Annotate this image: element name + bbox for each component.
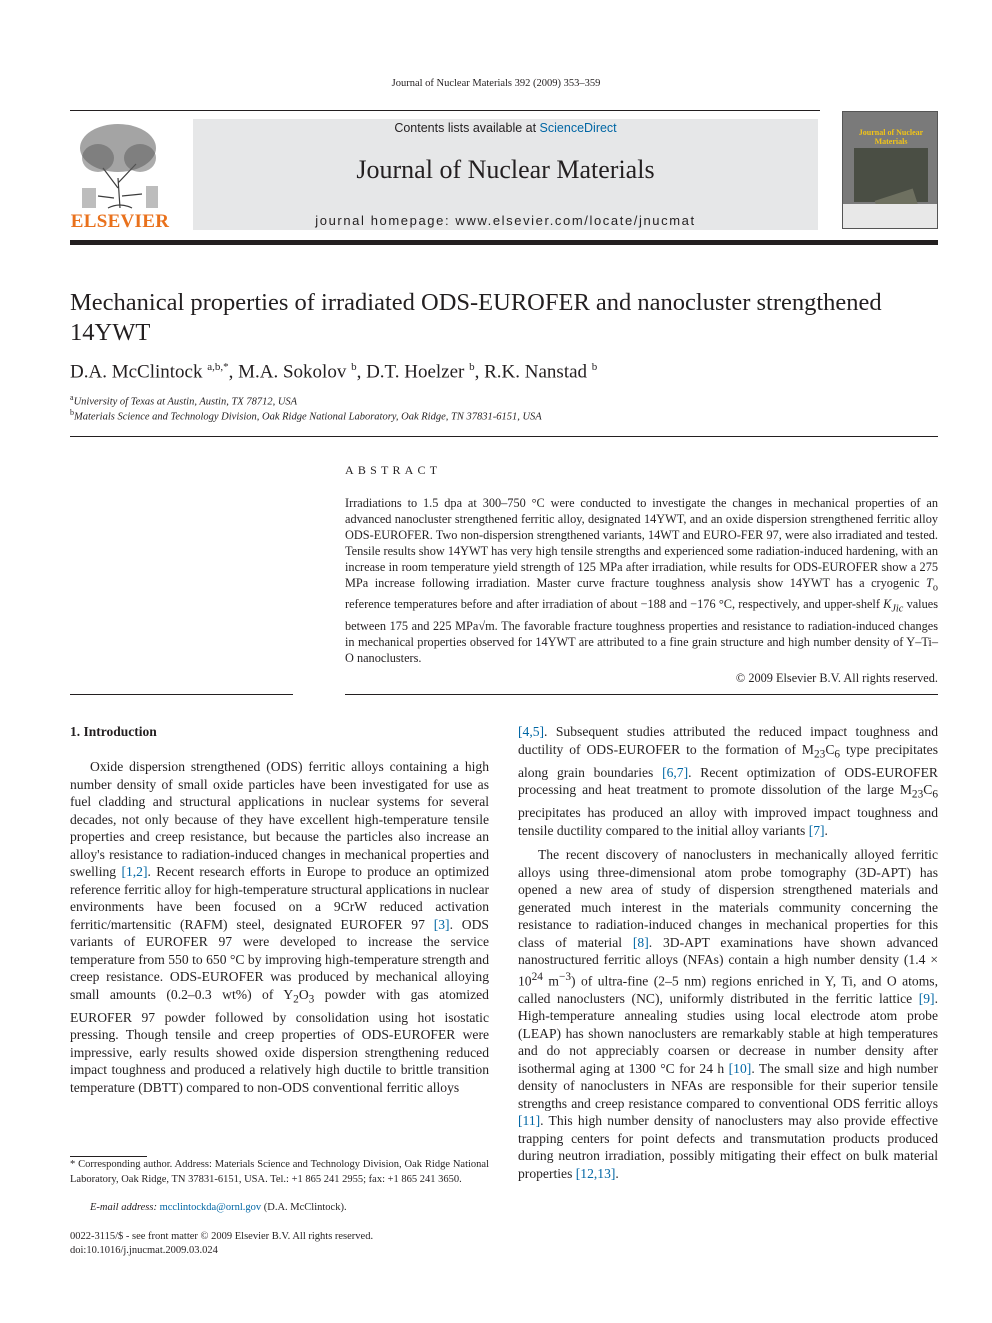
header-thick-rule	[70, 240, 938, 245]
paper-title: Mechanical properties of irradiated ODS-EUROFER and nanocluster strengthened 14YWT	[70, 289, 882, 346]
divider-left	[70, 694, 293, 695]
sciencedirect-link[interactable]: ScienceDirect	[539, 121, 617, 135]
contents-line	[193, 121, 818, 135]
body-column-left: Oxide dispersion strengthened (ODS) ferritic alloys containing a high number density of small oxide particles have been investigated for use as fuel cladding and structural applications in nuclear systems for several decades, not only because of they have excellent high-temperature tensile properties and creep resistance, but because the particles also increase an alloy's resistance to radiation-induced changes in mechanical properties and swelling [1,2]. Recent research efforts in Europe to produce an optimized reference ferritic alloy for high-temperature structural applications in nuclear environments have been focused on a 9CrW reduced activation ferritic/martensitic (RAFM) steel, designated EUROFER 97 [3]. ODS variants of EUROFER 97 were developed to increase the service temperature from 550 to 650 °C by improving high-temperature strength and creep resistance. ODS-EUROFER was produced by mechanical alloying small amounts (0.2–0.3 wt%) of $Y_2O_3$ powder with gas atomized EUROFER 97 powder followed by consolidation using hot isostatic pressing. Though tensile and creep properties of ODS-EUROFER were impressive, early results showed oxide dispersion strengthening reduced impact toughness and produced a relatively high ductile to brittle transition temperature (DBTT) compared to non-ODS conventional ferritic alloys	[70, 759, 489, 1095]
section-heading: 1. Introduction	[70, 724, 157, 739]
footnote-email: E-mail address: mcclintockda@ornl.gov (D.A. McClintock).	[90, 1202, 347, 1213]
author-affil-mark[interactable]: a,b,*	[207, 361, 229, 373]
author-name: M.A. Sokolov	[238, 361, 347, 383]
abstract-heading: ABSTRACT	[345, 463, 442, 477]
affiliation-b: $^b$Materials Science and Technology Division, Oak Ridge National Laboratory, Oak Ridge, TN 37831-6151, USA	[70, 408, 542, 423]
cover-image	[854, 148, 928, 202]
journal-cover-thumbnail	[842, 111, 938, 229]
journal-title: Journal of Nuclear Materials	[356, 155, 655, 184]
email-link[interactable]: mcclintockda@ornl.gov	[159, 1202, 262, 1213]
abstract-text: Irradiations to 1.5 dpa at 300–750 °C were conducted to investigate the changes in mechanical properties of an advanced nanocluster strengthened ferritic alloy, designated 14YWT, and an oxide dispersion strengthened ferritic alloy ODS-EUROFER. Two non-dispersion strengthened variants, 14WT and EURO-FER 97, were also irradiated and tested. Tensile results show 14YWT has very high tensile strengths and experienced some radiation-induced hardening, with an increase in room temperature yield strength of 125 MPa after irradiation, while results for ODS-EUROFER show a 275 MPa increase following irradiation. Master curve fracture toughness analysis show 14YWT has a cryogenic $T_o$ reference temperatures before and after irradiation of about −188 and −176 °C, respectively, and upper-shelf $K_{Jic}$ values between 175 and 225 MPa√m. The favorable fracture toughness properties and resistance to radiation-induced changes in mechanical properties observed for 14YWT are attributed to a fine grain structure and high number density of Y–Ti–O nanoclusters.	[345, 496, 938, 665]
author-affil-mark[interactable]: b	[469, 361, 475, 373]
issn-line: 0022-3115/$ - see front matter © 2009 Elsevier B.V. All rights reserved.	[70, 1231, 374, 1242]
cover-footer	[843, 204, 937, 228]
header-rule	[70, 110, 820, 111]
journal-citation: Journal of Nuclear Materials 392 (2009) 353–359	[391, 78, 601, 89]
footnote-rule	[70, 1156, 147, 1157]
author-affil-mark[interactable]: b	[351, 361, 357, 373]
cover-title: Journal of Nuclear Materials	[858, 128, 924, 146]
doi-line[interactable]: doi:10.1016/j.jnucmat.2009.03.024	[70, 1245, 218, 1256]
journal-homepage[interactable]: journal homepage: www.elsevier.com/locate/jnucmat	[315, 213, 696, 228]
body-column-right-para1: [4,5]. Subsequent studies attributed the reduced impact toughness and ductility of ODS-EUROFER to the formation of $M_{23}C_6$ type precipitates along grain boundaries [6,7]. Recent optimization of ODS-EUROFER processing and heat treatment to promote dissolution of the large $M_{23}C_6$ precipitates has produced an alloy with improved impact toughness and tensile ductility compared to the initial alloy variants [7].	[518, 724, 938, 838]
abstract-copyright: © 2009 Elsevier B.V. All rights reserved.	[735, 671, 938, 685]
author-name: R.K. Nanstad	[484, 361, 588, 383]
affiliation-a: $^a$University of Texas at Austin, Austin, TX 78712, USA	[70, 393, 298, 408]
section-rule	[70, 436, 938, 437]
author-affil-mark[interactable]: b	[591, 361, 598, 373]
author-name: D.T. Hoelzer	[366, 361, 465, 383]
contents-prefix: Contents lists available at	[394, 121, 540, 135]
elsevier-wordmark: ELSEVIER	[70, 211, 170, 232]
author-list: D.A. McClintock $^{a,b,*}$, M.A. Sokolov $^b$, D.T. Hoelzer $^b$, R.K. Nanstad $^b$	[70, 361, 598, 383]
divider-right	[345, 694, 938, 695]
corresponding-author-footnote: * Corresponding author. Address: Materials Science and Technology Division, Oak Ridge National Laboratory, Oak Ridge, TN 37831-6151, USA. Tel.: +1 865 241 2955; fax: +1 865 241 3650.	[70, 1159, 489, 1185]
body-column-right-para2: The recent discovery of nanoclusters in mechanically alloyed ferritic alloys using three-dimensional atom probe tomography (3D-APT) has opened a new area of study of dispersion strengthened materials and generated much interest in the materials community concerning the resistance to radiation-induced changes in mechanical properties for this class of material [8]. 3D-APT examinations have shown advanced nanostructured ferritic alloys (NFAs) contain a high number density ($1.4 \times 10^{24}$ $m^{-3}$) of ultra-fine (2–5 nm) regions enriched in Y, Ti, and O atoms, called nanoclusters (NC), uniformly distributed in the ferritic lattice [9]. High-temperature annealing studies using local electrode atom probe (LEAP) has shown nanoclusters are remarkably stable at high temperatures and do not appreciably coarsen or decrease in number density after isothermal aging at 1300 °C for 24 h [10]. The small size and high number density of nanoclusters in NFAs are responsible for their superior tensile strengths and creep resistance compared to conventional ODS ferritic alloys [11]. This high number density of nanoclusters may also provide effective trapping centers for point defects and transmutation products produced during neutron irradiation, possibly mitigating their effect on bulk material properties [12,13].	[518, 847, 938, 1181]
author-name: D.A. McClintock	[70, 361, 203, 383]
